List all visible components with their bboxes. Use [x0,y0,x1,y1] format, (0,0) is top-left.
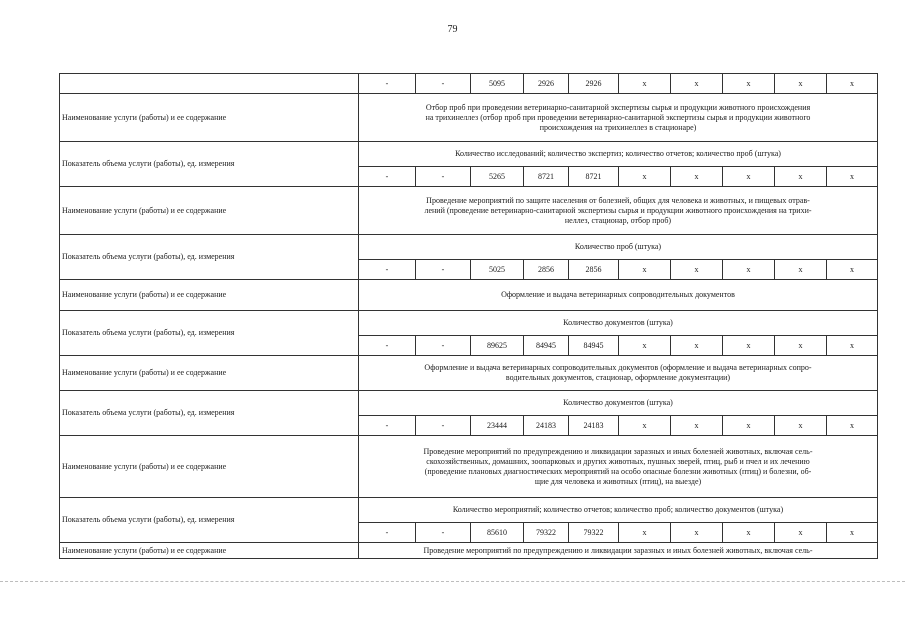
service-description [359,436,878,498]
value-cell: х [619,523,671,543]
value-cell: х [723,260,775,280]
service-description-line: скохозяйственных, домашних, зоопарковых и других животных, пушных зверей, птиц, рыб и пчел и их лечению [426,456,810,466]
value-cell: - [416,260,471,280]
value-cell: х [723,74,775,94]
value-cell: 79322 [524,523,569,543]
value-cell: х [775,167,827,187]
service-name-row [60,280,878,311]
service-description-line: происхождения на трихинеллез в стационаре) [539,122,697,132]
service-description-line: щие для человека и животных (птиц), на выезде) [534,476,702,486]
value-cell: - [359,74,416,94]
value-cell: 8721 [524,167,569,187]
value-cell: х [619,74,671,94]
indicator-row [60,311,878,336]
service-description-line: (проведение плановых диагностических мероприятий на особо опасные болезни животных (птиц) и болезни, об- [424,466,812,476]
indicator-label: Показатель объема услуги (работы), ед. измерения [60,311,359,356]
value-cell: 2856 [569,260,619,280]
value-cell: - [359,260,416,280]
indicator-label: Показатель объема услуги (работы), ед. измерения [60,498,359,543]
value-cell: 23444 [471,416,524,436]
value-cell: х [723,523,775,543]
value-cell: - [416,416,471,436]
value-cell: - [416,74,471,94]
value-cell: х [827,523,878,543]
value-cell: 24183 [569,416,619,436]
value-cell: - [359,167,416,187]
indicator-row [60,498,878,523]
service-name-label: Наименование услуги (работы) и ее содержание [60,436,359,498]
value-cell: - [416,167,471,187]
service-name-label: Наименование услуги (работы) и ее содержание [60,356,359,391]
indicator-label: Показатель объема услуги (работы), ед. измерения [60,142,359,187]
values-row [60,74,878,94]
value-cell: х [775,336,827,356]
page-edge-line [0,581,905,582]
services-table [59,73,878,559]
value-cell: - [416,336,471,356]
value-cell: 2926 [569,74,619,94]
value-cell: 84945 [569,336,619,356]
service-description-line: лений (проведение ветеринарно-санитарной экспертизы сырья и продукции животного происхождения на трихи- [424,205,812,215]
service-description [359,280,878,311]
value-cell: х [671,336,723,356]
service-description-line: Отбор проб при проведении ветеринарно-санитарной экспертизы сырья и продукции животного происхождения [425,102,811,112]
value-cell: 2926 [524,74,569,94]
value-cell: х [723,416,775,436]
value-cell: х [671,260,723,280]
service-description-line: Оформление и выдача ветеринарных сопроводительных документов [501,290,735,299]
service-name-row [60,543,878,559]
value-cell: 5095 [471,74,524,94]
service-name-row [60,436,878,498]
indicator-row [60,235,878,260]
value-cell: х [723,336,775,356]
service-description [359,356,878,391]
service-name-label: Наименование услуги (работы) и ее содержание [60,187,359,235]
indicator-unit: Количество проб (штука) [359,235,878,260]
service-description-line: водительных документов, стационар, оформление документации) [505,373,731,382]
service-description-line: Проведение мероприятий по защите населения от болезней, общих для человека и животных, и пищевых отрав- [426,195,810,205]
value-cell: х [619,336,671,356]
indicator-unit: Количество исследований; количество экспертиз; количество отчетов; количество проб (штука) [359,142,878,167]
service-name-row [60,356,878,391]
value-cell: х [723,167,775,187]
value-cell: х [827,260,878,280]
value-cell: х [619,260,671,280]
value-cell: - [359,523,416,543]
service-name-label: Наименование услуги (работы) и ее содержание [60,280,359,311]
value-cell: х [827,336,878,356]
value-cell: х [827,416,878,436]
indicator-unit: Количество мероприятий; количество отчетов; количество проб; количество документов (штука) [359,498,878,523]
value-cell: - [359,416,416,436]
value-cell: х [619,416,671,436]
service-name-row [60,94,878,142]
service-description-line: Оформление и выдача ветеринарных сопроводительных документов (оформление и выдача ветеринарных сопро- [424,363,812,372]
service-description-line: Проведение мероприятий по предупреждению и ликвидации заразных и иных болезней животных, включая сель- [423,545,813,555]
value-cell: 2856 [524,260,569,280]
value-cell: х [827,74,878,94]
indicator-row [60,391,878,416]
indicator-unit: Количество документов (штука) [359,391,878,416]
service-name-label: Наименование услуги (работы) и ее содержание [60,94,359,142]
page-number: 79 [447,24,458,35]
service-name-label: Наименование услуги (работы) и ее содержание [60,543,359,559]
value-cell: - [416,523,471,543]
value-cell: 89625 [471,336,524,356]
value-cell: 85610 [471,523,524,543]
service-description-line: Проведение мероприятий по предупреждению и ликвидации заразных и иных болезней животных, включая сель- [423,446,813,456]
service-description [359,187,878,235]
indicator-unit: Количество документов (штука) [359,311,878,336]
value-cell: х [671,74,723,94]
indicator-label: Показатель объема услуги (работы), ед. измерения [60,235,359,280]
value-cell: х [671,523,723,543]
value-cell: х [775,260,827,280]
value-cell: х [619,167,671,187]
value-cell: 5025 [471,260,524,280]
value-cell: х [775,416,827,436]
value-cell: 84945 [524,336,569,356]
service-name-row [60,187,878,235]
value-cell: х [775,74,827,94]
value-cell: 5265 [471,167,524,187]
value-cell: 24183 [524,416,569,436]
value-cell: х [671,416,723,436]
service-description [359,94,878,142]
service-description-line: на трихинеллез (отбор проб при проведении ветеринарно-санитарной экспертизы сырья и продукции животного [425,112,811,122]
service-description [359,543,878,559]
value-cell: х [671,167,723,187]
indicator-row [60,142,878,167]
value-cell: 8721 [569,167,619,187]
service-description-line: неллез, стационар, отбор проб) [564,215,672,225]
value-cell: 79322 [569,523,619,543]
value-cell: х [775,523,827,543]
empty-cell [60,74,359,94]
indicator-label: Показатель объема услуги (работы), ед. измерения [60,391,359,436]
value-cell: - [359,336,416,356]
value-cell: х [827,167,878,187]
